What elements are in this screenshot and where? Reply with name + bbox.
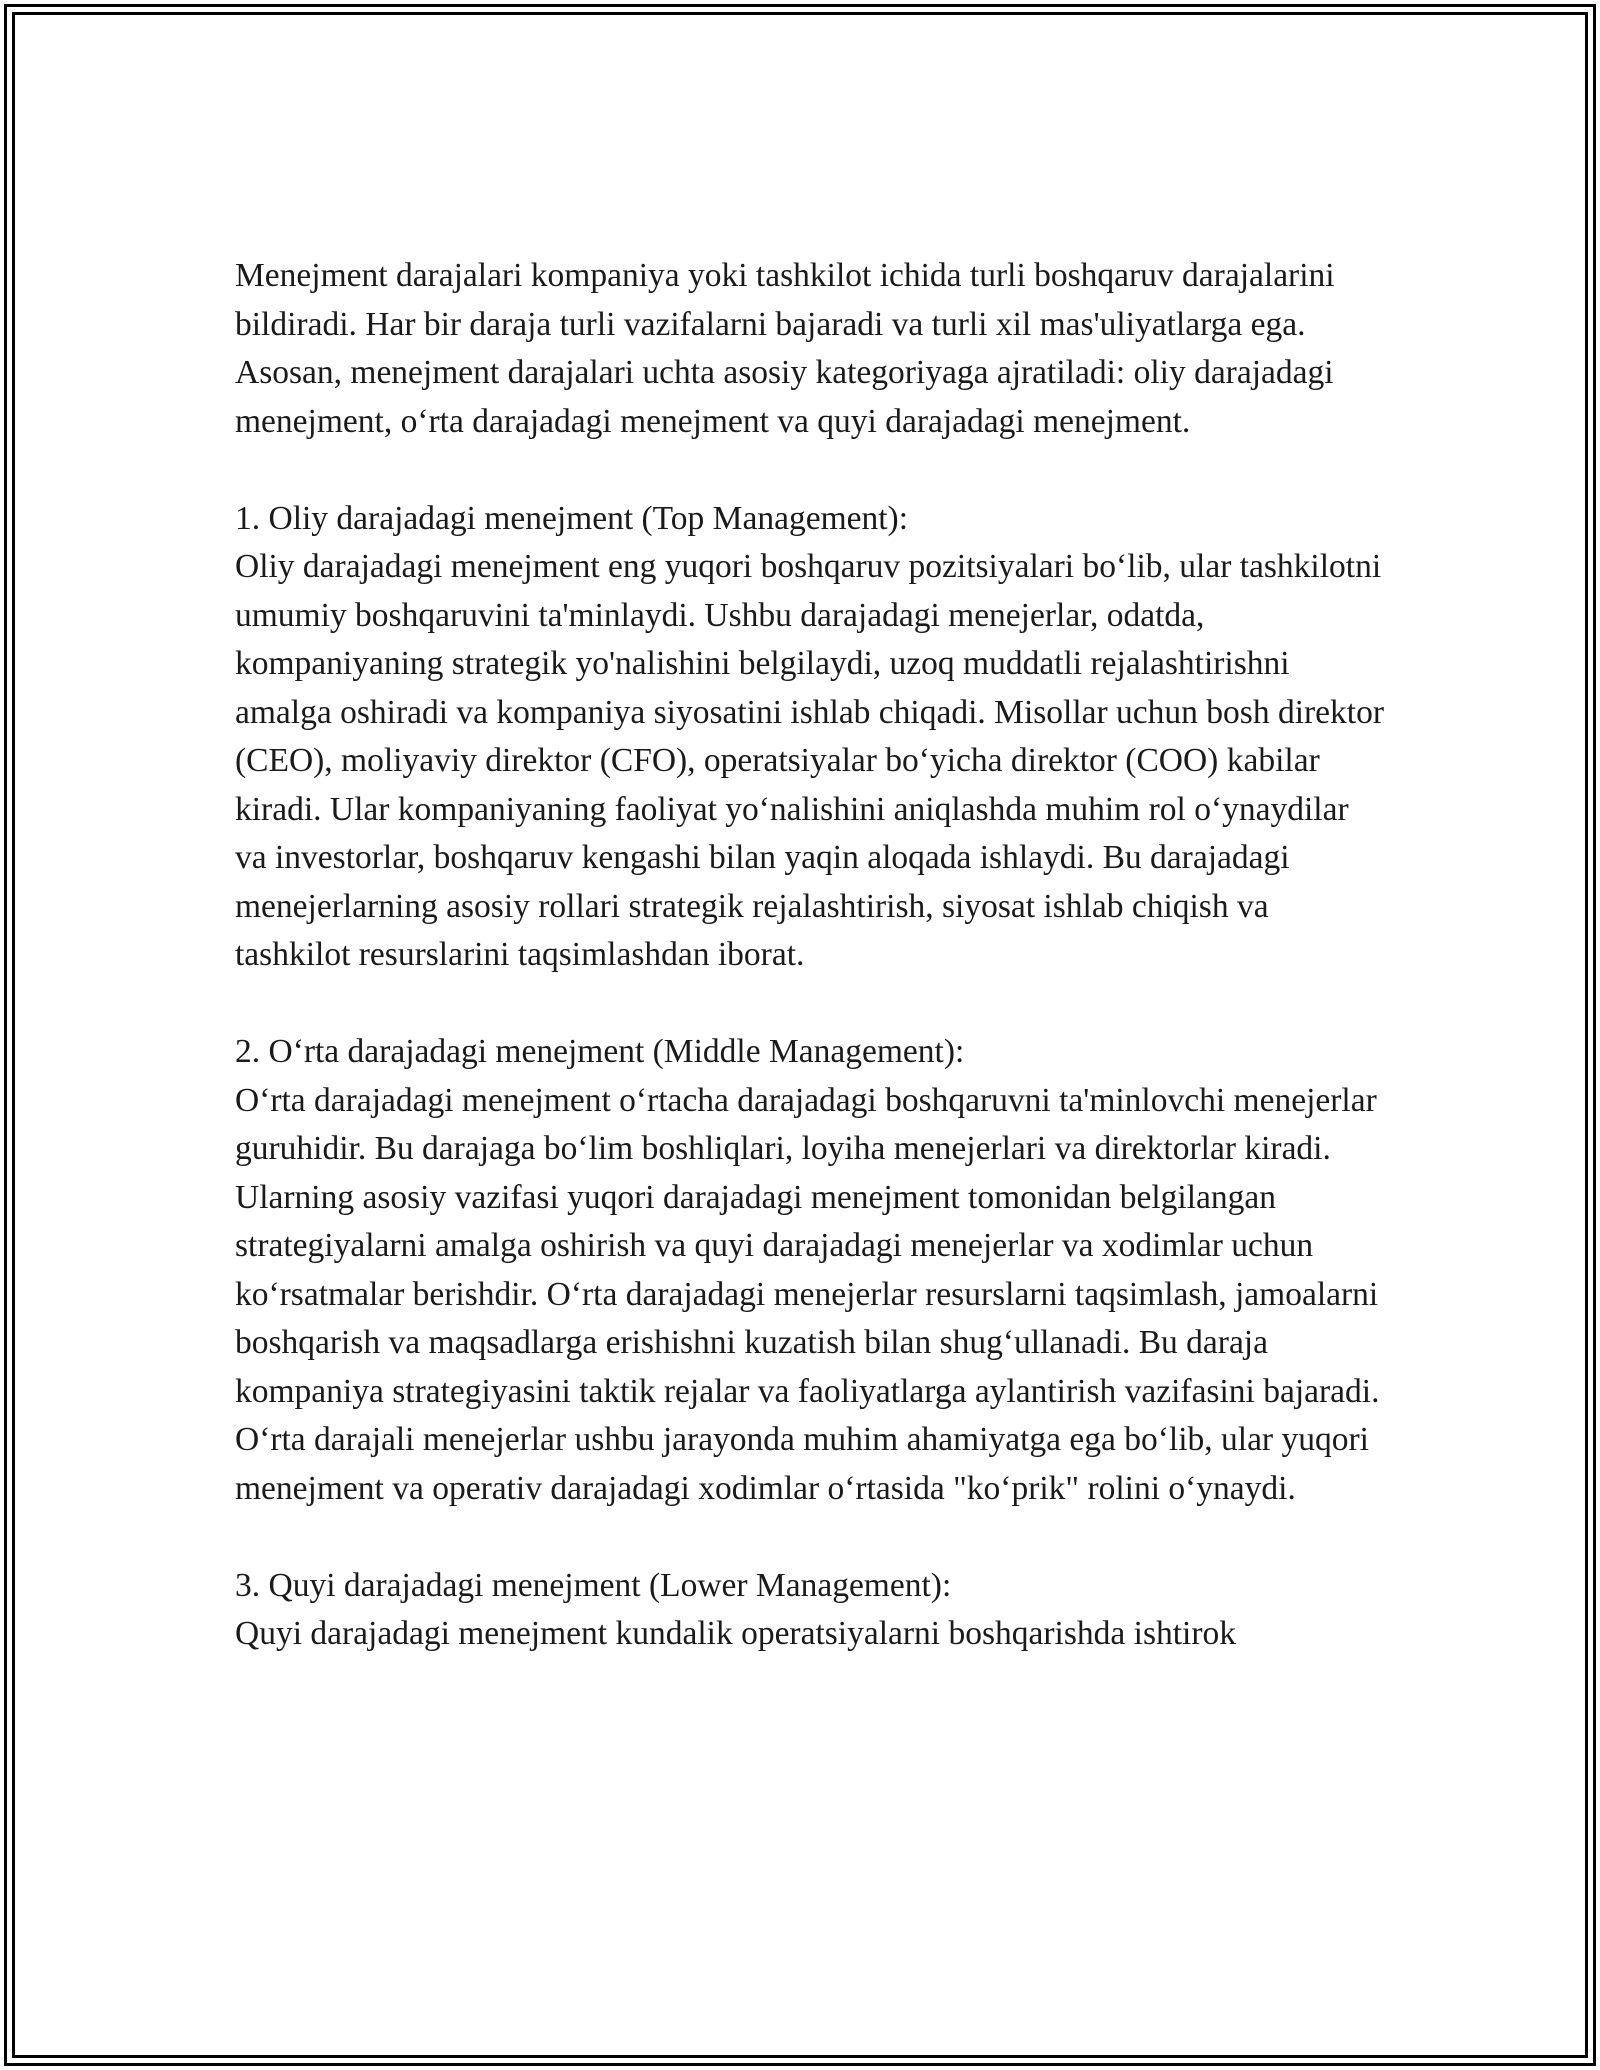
section-paragraph: Quyi darajadagi menejment kundalik operatsiyalarni boshqarishda ishtirok xyxy=(235,1615,1237,1652)
section-heading: 2. O‘rta darajadagi menejment (Middle Management): xyxy=(235,1033,965,1070)
section-middle-management xyxy=(235,1028,1385,1513)
section-top-management xyxy=(235,495,1385,980)
intro-paragraph: Menejment darajalari kompaniya yoki tashkilot ichida turli boshqaruv darajalarini bildiradi. Har bir daraja turli vazifalarni bajaradi va turli xil mas'uliyatlarga ega. Asosan, menejment darajalari uchta asosiy kategoriyaga ajratiladi: oliy darajadagi menejment, o‘rta darajadagi menejment va quyi darajadagi menejment. xyxy=(235,257,1335,440)
section-lower-management xyxy=(235,1562,1385,1659)
section-paragraph: Oliy darajadagi menejment eng yuqori boshqaruv pozitsiyalari bo‘lib, ular tashkilotni umumiy boshqaruvini ta'minlaydi. Ushbu darajadagi menejerlar, odatda, kompaniyaning strategik yo'nalishini belgilaydi, uzoq muddatli rejalashtirishni amalga oshiradi va kompaniya siyosatini ishlab chiqadi. Misollar uchun bosh direktor (CEO), moliyaviy direktor (CFO), operatsiyalar bo‘yicha direktor (COO) kabilar kiradi. Ular kompaniyaning faoliyat yo‘nalishini aniqlashda muhim rol o‘ynaydilar va investorlar, boshqaruv kengashi bilan yaqin aloqada ishlaydi. Bu darajadagi menejerlarning asosiy rollari strategik rejalashtirish, siyosat ishlab chiqish va tashkilot resurslarini taqsimlashdan iborat. xyxy=(235,548,1385,973)
document-body xyxy=(235,252,1385,1707)
section-heading: 1. Oliy darajadagi menejment (Top Management): xyxy=(235,499,909,537)
section-paragraph: O‘rta darajadagi menejment o‘rtacha darajadagi boshqaruvni ta'minlovchi menejerlar guruhidir. Bu darajaga bo‘lim boshliqlari, loyiha menejerlari va direktorlar kiradi. Ularning asosiy vazifasi yuqori darajadagi menejment tomonidan belgilangan strategiyalarni amalga oshirish va quyi darajadagi menejerlar va xodimlar uchun ko‘rsatmalar berishdir. O‘rta darajadagi menejerlar resurslarni taqsimlash, jamoalarni boshqarish va maqsadlarga erishishni kuzatish bilan shug‘ullanadi. Bu daraja kompaniya strategiyasini taktik rejalar va faoliyatlarga aylantirish vazifasini bajaradi. O‘rta darajali menejerlar ushbu jarayonda muhim ahamiyatga ega bo‘lib, ular yuqori menejment va operativ darajadagi xodimlar o‘rtasida "ko‘prik" rolini o‘ynaydi. xyxy=(235,1081,1380,1507)
intro-paragraph-block xyxy=(235,252,1385,446)
section-heading: 3. Quyi darajadagi menejment (Lower Management): xyxy=(235,1566,952,1604)
